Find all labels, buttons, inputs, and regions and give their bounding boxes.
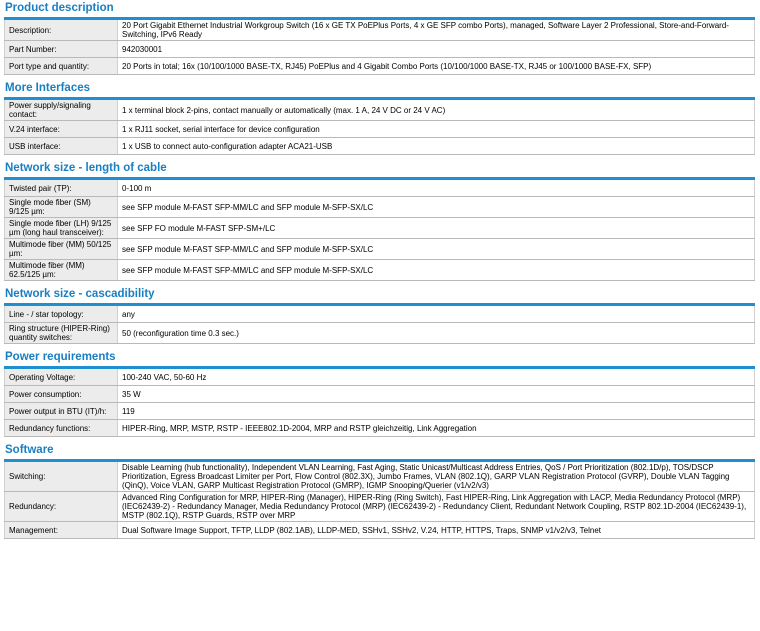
spec-label: Port type and quantity: [5, 58, 118, 75]
spec-table [4, 17, 755, 75]
table-row [5, 138, 755, 155]
spec-value: Advanced Ring Configuration for MRP, HIPER-Ring (Manager), HIPER-Ring (Ring Switch), Fast HIPER-Ring, Link Aggregation with LACP, Media Redundancy Protocol (MRP) (IEC62439-2) - Redundancy Manager, Media Redundancy Protocol (MRP) (IEC62439-2) - Redundancy Client, Redundant Network Coupling, RSTP 802.1D-2004 (IEC62439-1), MSTP (802.1Q), RSTP Guards, RSTP over MRP [118, 492, 755, 522]
table-row [5, 41, 755, 58]
table-row [5, 58, 755, 75]
table-row [5, 323, 755, 344]
spec-label: Description: [5, 19, 118, 41]
table-row [5, 99, 755, 121]
table-row [5, 492, 755, 522]
spec-label: Operating Voltage: [5, 368, 118, 386]
table-row [5, 218, 755, 239]
spec-label: Redundancy functions: [5, 420, 118, 437]
spec-label: V.24 interface: [5, 121, 118, 138]
spec-value: 119 [118, 403, 755, 420]
spec-label: Ring structure (HIPER-Ring) quantity switches: [5, 323, 118, 344]
spec-section [4, 80, 756, 160]
spec-value: see SFP FO module M-FAST SFP-SM+/LC [118, 218, 755, 239]
section-title: Network size - length of cable [5, 162, 167, 174]
spec-label: Twisted pair (TP): [5, 179, 118, 197]
spec-label: Part Number: [5, 41, 118, 58]
spec-label: Power supply/signaling contact: [5, 99, 118, 121]
spec-value: Disable Learning (hub functionality), Independent VLAN Learning, Fast Aging, Static Unicast/Multicast Address Entries, QoS / Port Prioritization (802.1D/p), TOS/DSCP Prioritization, Egress Broadcast Limiter per Port, Flow Control (802.3X), Jumbo Frames, VLAN (802.1Q), GARP VLAN Registration Protocol (GVRP), Double VLAN Tagging (QinQ), Voice VLAN, GARP Multicast Registration Protocol (GMRP), IGMP Snooping/Querier (v1/v2/v3) [118, 461, 755, 492]
table-row [5, 403, 755, 420]
section-title: Software [5, 444, 54, 456]
spec-section [4, 286, 756, 349]
table-row [5, 522, 755, 539]
spec-table [4, 303, 755, 344]
table-row [5, 420, 755, 437]
table-row [5, 386, 755, 403]
spec-value: Dual Software Image Support, TFTP, LLDP (802.1AB), LLDP-MED, SSHv1, SSHv2, V.24, HTTP, HTTPS, Traps, SNMP v1/v2/v3, Telnet [118, 522, 755, 539]
table-row [5, 239, 755, 260]
spec-label: USB interface: [5, 138, 118, 155]
spec-value: 1 x RJ11 socket, serial interface for device configuration [118, 121, 755, 138]
spec-table [4, 177, 755, 281]
spec-value: 1 x USB to connect auto-configuration adapter ACA21-USB [118, 138, 755, 155]
section-title: Power requirements [5, 351, 116, 363]
spec-value: 0-100 m [118, 179, 755, 197]
table-row [5, 305, 755, 323]
spec-section [4, 349, 756, 442]
spec-table [4, 459, 755, 539]
table-row [5, 461, 755, 492]
spec-table [4, 97, 755, 155]
table-row [5, 197, 755, 218]
spec-value: HIPER-Ring, MRP, MSTP, RSTP - IEEE802.1D-2004, MRP and RSTP gleichzeitig, Link Aggregation [118, 420, 755, 437]
spec-value: 50 (reconfiguration time 0.3 sec.) [118, 323, 755, 344]
spec-value: 942030001 [118, 41, 755, 58]
spec-label: Multimode fiber (MM) 62.5/125 µm: [5, 260, 118, 281]
spec-label: Single mode fiber (SM) 9/125 µm: [5, 197, 118, 218]
spec-label: Power consumption: [5, 386, 118, 403]
spec-section [4, 442, 756, 544]
spec-value: 20 Port Gigabit Ethernet Industrial Workgroup Switch (16 x GE TX PoEPlus Ports, 4 x GE SFP combo Ports), managed, Software Layer 2 Professional, Store-and-Forward-Switching, IPv6 Ready [118, 19, 755, 41]
section-title: More Interfaces [5, 82, 91, 94]
spec-value: 1 x terminal block 2-pins, contact manually or automatically (max. 1 A, 24 V DC or 24 V AC) [118, 99, 755, 121]
spec-label: Redundancy: [5, 492, 118, 522]
table-row [5, 179, 755, 197]
spec-table [4, 366, 755, 437]
spec-value: 100-240 VAC, 50-60 Hz [118, 368, 755, 386]
table-row [5, 368, 755, 386]
section-gap [4, 539, 756, 544]
spec-label: Multimode fiber (MM) 50/125 µm: [5, 239, 118, 260]
section-title: Network size - cascadibility [5, 288, 155, 300]
spec-label: Single mode fiber (LH) 9/125 µm (long haul transceiver): [5, 218, 118, 239]
spec-label: Management: [5, 522, 118, 539]
spec-value: 35 W [118, 386, 755, 403]
spec-value: see SFP module M-FAST SFP-MM/LC and SFP module M-SFP-SX/LC [118, 197, 755, 218]
table-row [5, 121, 755, 138]
spec-value: any [118, 305, 755, 323]
spec-section [4, 160, 756, 286]
spec-value: 20 Ports in total; 16x (10/100/1000 BASE-TX, RJ45) PoEPlus and 4 Gigabit Combo Ports (10/100/1000 BASE-TX, RJ45 or 100/1000 BASE-FX, SFP) [118, 58, 755, 75]
spec-label: Switching: [5, 461, 118, 492]
table-row [5, 260, 755, 281]
table-row [5, 19, 755, 41]
section-title: Product description [5, 2, 114, 14]
spec-label: Line - / star topology: [5, 305, 118, 323]
spec-value: see SFP module M-FAST SFP-MM/LC and SFP module M-SFP-SX/LC [118, 239, 755, 260]
spec-label: Power output in BTU (IT)/h: [5, 403, 118, 420]
spec-value: see SFP module M-FAST SFP-MM/LC and SFP module M-SFP-SX/LC [118, 260, 755, 281]
spec-section [4, 0, 756, 80]
